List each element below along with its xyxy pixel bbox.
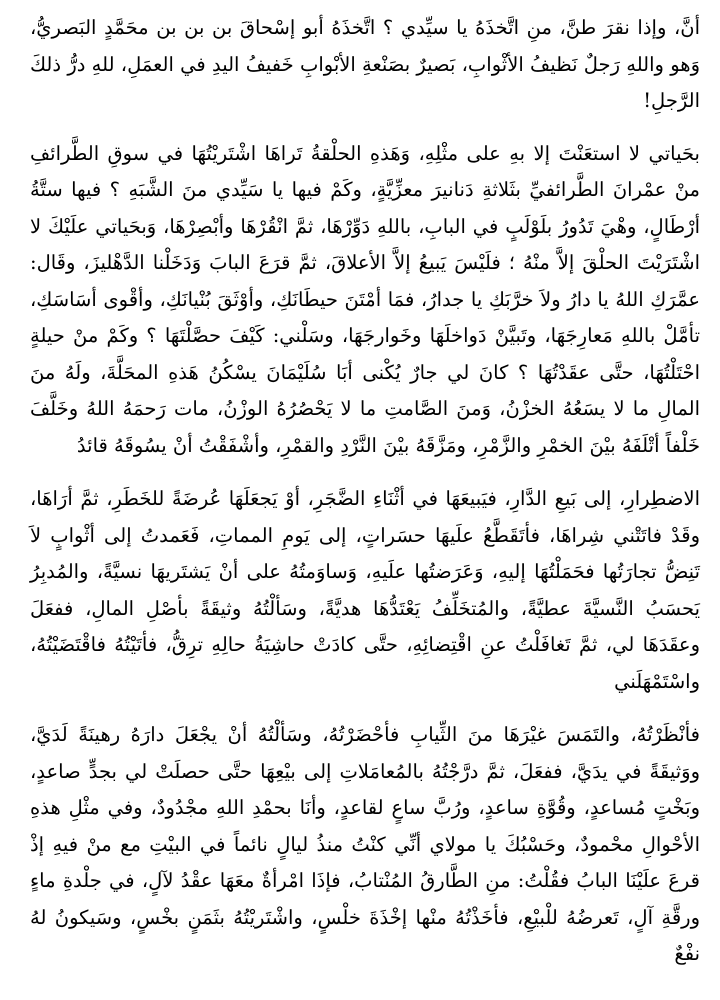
paragraph-3: الاضطِرارِ، إلى بَيعِ الدَّارِ، فيَبيعَهَا في أثْنَاءِ الضَّجَرِ، أوْ يَجعَلَهَا عُرضَةً للخَطَرِ، ثمَّ أرَاهَا، وقَدْ فاتَتْني شِراهَا، فأتَقَطَّعُ علَيهَا حسَراتٍ، إلى يَومِ المماتِ، فَعَمدتُ إلى أثْوابٍ لاَ تَنِضُّ تجارَتُها فحَمَلْتُهَا إليهِ، وَعَرَضتُها علَيهِ، وَساوَمتُهُ على أنْ يَشتَريهَا نسيَّةً، والمُدبِرُ يَحسَبُ النَّسيَّةَ عطيَّةً، والمُتخَلِّفُ يَعْتَدُّهَا هديَّةً، وسَألْتُهُ وثيقَةً بأصْلِ المالِ، ففعَلَ وعقَدَهَا لي، ثمَّ تَغافَلْتُ عنِ اقْتِضائِهِ، حتَّى كادَتْ حاشِيَةُ حالِهِ ترِقُّ، فأتَيْتُهُ فاقْتَضَيْتُهُ، واسْتَمْهَلَني: [30, 487, 700, 693]
paragraph-2: بحَياتي لا استعَنْتَ إلا بهِ على مثْلِهِ، وَهَذهِ الحلْقةُ تَراهَا اشْتَريْتُهَا في سوقِ الطَّرائفِ منْ عمْرانَ الطَّرائفيِّ بثَلاثةِ دَنانيرَ معزِّيَّةٍ، وكَمْ فيها يا سَيِّدي منَ الشَّبَهِ ؟ فيها ستَّةُ أرْطَالٍ، وهْيَ تَدُورُ بلَوْلَبٍ في البابِ، باللهِ دَوِّرْهَا، ثمَّ انْقُرْهَا وأبْصِرْهَا، وَبحَياتي علَيْكَ لا اشْتَرَيْتَ الحلْقَ إلاَّ منْهُ ؛ فلَيْسَ يَبيعُ إلاَّ الأعلاقَ، ثمَّ قرَعَ البابَ وَدَخَلْنا الدَّهْليزَ، وقَال: عمَّرَكِ اللهُ يا دارُ ولاَ خرَّبَكِ يا جدارُ، فمَا أمْتَنَ حيطَانَكِ، وأوْثَقَ بُنْيانَكِ، وأقْوى أسَاسَكِ، تأمَّلْ باللهِ مَعارِجَهَا، وتَبيَّنْ دَواخلَهَا وخَوارجَهَا، وسَلْني: كَيْفَ حصَّلْتَهَا ؟ وكَمْ منْ حيلةٍ احْتَلْتُهَا، حتَّى عقَدْتُهَا ؟ كانَ لي جارٌ يُكْنى أبَا سُلَيْمَانَ يسْكُنُ هَذهِ المحَلَّةَ، ولَهُ منَ المالِ ما لا يسَعُهُ الخزْنُ، وَمنَ الصَّامتِ ما لا يَحْصُرُهُ الوزْنُ، مات رَحمَهُ اللهُ وخَلَّفَ خَلْفاً أتْلَفَهُ بيْنَ الخمْرِ والزَّمْرِ، ومَزَّقَهُ بيْنَ النَّرْدِ والقمْرِ، وأشْفَقْتُ أنْ يسُوقَهُ قائدُ: [30, 141, 700, 457]
paragraph-1: أنَّ، وإذا نقرَ طنَّ، منِ اتَّخذَهُ يا سيِّدي ؟ اتَّخذَهُ أبو إسْحاقَ بن بن بن محَمَّدٍ البَصريُّ، وَهو واللهِ رَجلٌ نَظيفُ الأثْوابِ، بَصيرٌ بصَنْعةِ الأبْوابِ خَفيفُ اليدِ في العمَلِ، للهِ درُّ ذلكَ الرَّجلِ!: [30, 16, 700, 112]
paragraph-4: فأنْظَرْتُهُ، والتَمَسَ غيْرَهَا منَ الثِّيابِ فأحْضَرْتُهُ، وسَألْتُهُ أنْ يجْعَلَ دارَهُ رهينَةً لَدَيَّ، ووَثيقَةً في يدَيَّ، ففعَلَ، ثمَّ درَّجْتُهُ بالمُعامَلاتِ إلى بيْعِهَا حتَّى حصلَتْ لي بجدٍّ صاعدٍ، وبَخْتٍ مُساعدٍ، وقُوَّةِ ساعدٍ، ورُبَّ ساعٍ لقاعدٍ، وأنَا بحمْدِ اللهِ مجْدُودٌ، وفي مثْلِ هذهِ الأحْوالِ محْمودٌ، وحَسْبُكَ يا مولاي أنِّي كنْتُ منذُ ليالٍ نائماً في البيْتِ مع منْ فيهِ إذْ قرعَ علَيْنَا البابُ فقُلْتُ: منِ الطَّارقُ المُنْتابُ، فإذَا امْرأةٌ معَهَا عقْدُ لآلٍ، في جلْدةِ ماءٍ ورقَّةِ آلٍ، تَعرضُهُ للْبيْعِ، فأخَذْتُهُ منْها إخْذَةَ خلْسٍ، واشْتَريْتُهُ بثَمَنٍ بخْسٍ، وسَيكونُ لهُ نفْعٌ: [30, 723, 700, 965]
